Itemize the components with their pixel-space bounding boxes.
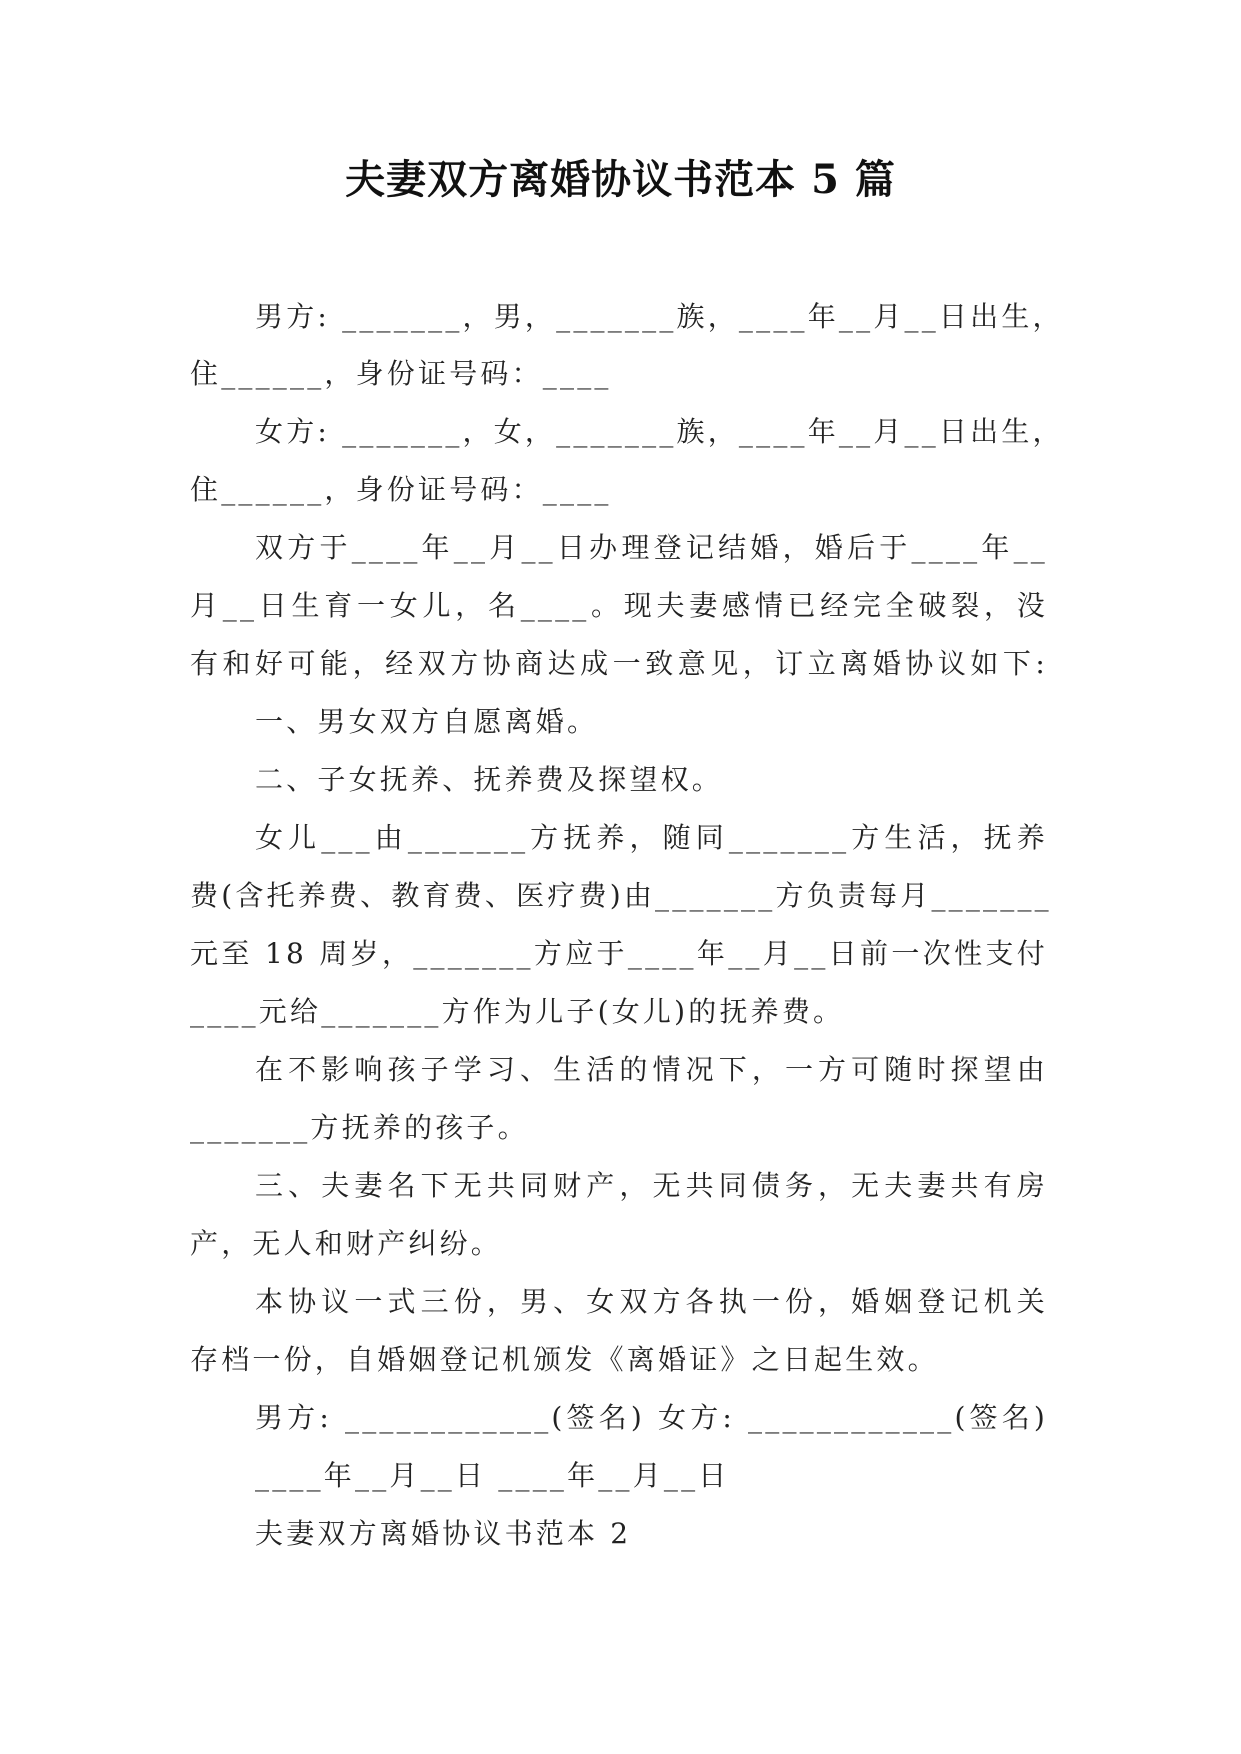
text-line-copies-1: 本协议一式三份，男、女双方各执一份，婚姻登记机关 xyxy=(255,1285,1048,1318)
clause-heading-2: 二、子女抚养、抚养费及探望权。 xyxy=(255,763,724,796)
section-heading-2: 夫妻双方离婚协议书范本 2 xyxy=(255,1517,632,1550)
text-line-male-address: 住______，身份证号码：____ xyxy=(190,357,612,390)
text-line-property: 产，无人和财产纠纷。 xyxy=(190,1227,503,1260)
text-line-custody-3: 元至 18 周岁，_______方应于____年__月__日前一次性支付 xyxy=(190,937,1048,970)
text-line-visitation-1: 在不影响孩子学习、生活的情况下，一方可随时探望由 xyxy=(255,1053,1048,1086)
clause-heading-3: 三、夫妻名下无共同财产，无共同债务，无夫妻共有房 xyxy=(255,1169,1048,1202)
text-line-custody-2: 费(含托养费、教育费、医疗费)由_______方负责每月_______ xyxy=(190,879,1052,912)
text-line-marriage-1: 双方于____年__月__日办理登记结婚，婚后于____年__ xyxy=(255,531,1048,564)
clause-heading-1: 一、男女双方自愿离婚。 xyxy=(255,705,599,738)
date-line: ____年__月__日 ____年__月__日 xyxy=(255,1459,730,1492)
text-line-female-party: 女方: _______，女，_______族，____年__月__日出生， xyxy=(255,415,1064,448)
text-line-custody-4: ____元给_______方作为儿子(女儿)的抚养费。 xyxy=(190,995,845,1028)
text-line-male-party: 男方: _______，男，_______族，____年__月__日出生， xyxy=(255,300,1064,333)
text-line-marriage-3: 有和好可能，经双方协商达成一致意见，订立离婚协议如下: xyxy=(190,647,1048,680)
text-line-visitation-2: _______方抚养的孩子。 xyxy=(190,1111,529,1144)
text-line-copies-2: 存档一份，自婚姻登记机颁发《离婚证》之日起生效。 xyxy=(190,1343,939,1376)
document-title: 夫妻双方离婚协议书范本 5 篇 xyxy=(345,156,896,203)
text-line-female-address: 住______，身份证号码：____ xyxy=(190,473,612,506)
text-line-custody-1: 女儿___由_______方抚养，随同_______方生活，抚养 xyxy=(255,821,1048,854)
signature-line: 男方: ____________(签名) 女方: ____________(签名) xyxy=(255,1401,1048,1434)
text-line-marriage-2: 月__日生育一女儿，名____。现夫妻感情已经完全破裂，没 xyxy=(190,589,1048,622)
